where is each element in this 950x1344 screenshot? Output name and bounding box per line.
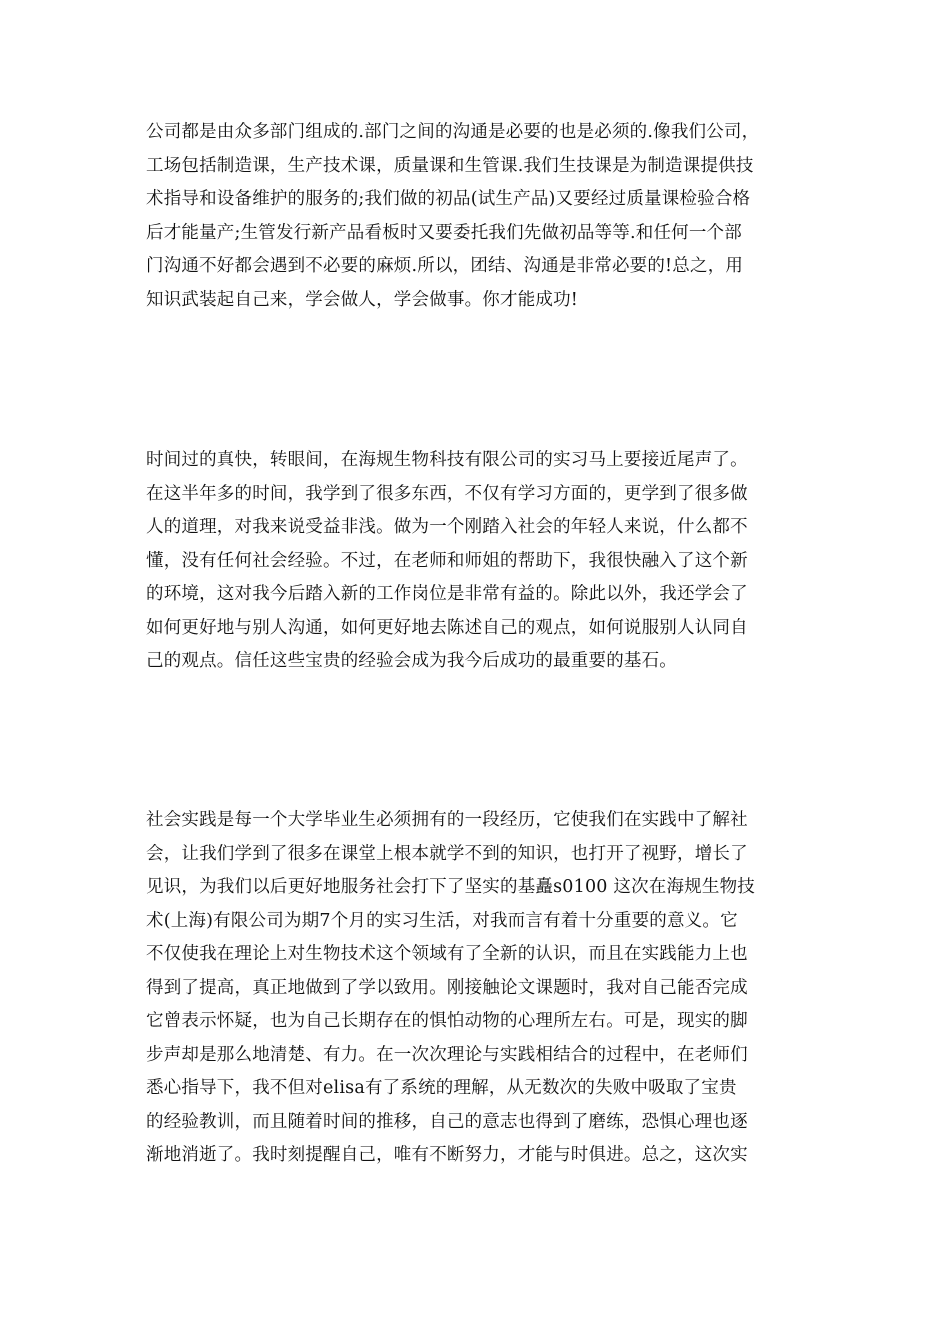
paragraph-line: 人的道理，对我来说受益非浅。做为一个刚踏入社会的年轻人来说，什么都不 <box>146 517 748 537</box>
paragraph-1 <box>146 116 816 317</box>
paragraph-line: 的环境，这对我今后踏入新的工作岗位是非常有益的。除此以外，我还学会了 <box>146 584 748 604</box>
paragraph-line: 悉心指导下，我不但对elisa有了系统的理解，从无数次的失败中吸取了宝贵 <box>146 1078 737 1098</box>
paragraph-line: 的经验教训，而且随着时间的推移，自己的意志也得到了磨练，恐惧心理也逐 <box>146 1111 748 1132</box>
paragraph-line: 在这半年多的时间，我学到了很多东西，不仅有学习方面的，更学到了很多做 <box>146 483 748 504</box>
paragraph-line: 己的观点。信任这些宝贵的经验会成为我今后成功的最重要的基石。 <box>146 651 677 671</box>
paragraph-line: 见识，为我们以后更好地服务社会打下了坚实的基矗s0100 这次在海规生物技 <box>146 877 755 897</box>
paragraph-line: 社会实践是每一个大学毕业生必须拥有的一段经历，它使我们在实践中了解社 <box>146 810 748 830</box>
paragraph-line: 得到了提高，真正地做到了学以致用。刚接触论文课题时，我对自己能否完成 <box>146 977 748 998</box>
paragraph-2 <box>146 444 816 679</box>
paragraph-line: 会，让我们学到了很多在课堂上根本就学不到的知识，也打开了视野，增长了 <box>146 843 748 864</box>
paragraph-line: 不仅使我在理论上对生物技术这个领域有了全新的认识，而且在实践能力上也 <box>146 944 748 964</box>
paragraph-line: 门沟通不好都会遇到不必要的麻烦.所以，团结、沟通是非常必要的!总之，用 <box>146 256 744 276</box>
paragraph-line: 如何更好地与别人沟通，如何更好地去陈述自己的观点，如何说服别人认同自 <box>146 617 748 638</box>
paragraph-line: 公司都是由众多部门组成的.部门之间的沟通是必要的也是必须的.像我们公司， <box>146 122 760 142</box>
paragraph-3 <box>146 804 816 1173</box>
paragraph-line: 工场包括制造课，生产技术课，质量课和生管课.我们生技课是为制造课提供技 <box>146 155 754 176</box>
paragraph-line: 懂，没有任何社会经验。不过，在老师和师姐的帮助下，我很快融入了这个新 <box>146 550 748 571</box>
paragraph-line: 步声却是那么地清楚、有力。在一次次理论与实践相结合的过程中，在老师们 <box>146 1044 748 1065</box>
paragraph-line: 术指导和设备维护的服务的;我们做的初品(试生产品)又要经过质量课检验合格 <box>146 189 751 209</box>
paragraph-line: 后才能量产;生管发行新产品看板时又要委托我们先做初品等等.和任何一个部 <box>146 222 742 243</box>
paragraph-line: 它曾表示怀疑，也为自己长期存在的惧怕动物的心理所左右。可是，现实的脚 <box>146 1011 748 1031</box>
paragraph-line: 时间过的真快，转眼间，在海规生物科技有限公司的实习马上要接近尾声了。 <box>146 450 748 470</box>
paragraph-line: 术(上海)有限公司为期7个月的实习生活，对我而言有着十分重要的意义。它 <box>146 910 738 931</box>
paragraph-line: 渐地消逝了。我时刻提醒自己，唯有不断努力，才能与时俱进。总之，这次实 <box>146 1145 748 1165</box>
paragraph-line: 知识武装起自己来，学会做人，学会做事。你才能成功! <box>146 289 579 310</box>
